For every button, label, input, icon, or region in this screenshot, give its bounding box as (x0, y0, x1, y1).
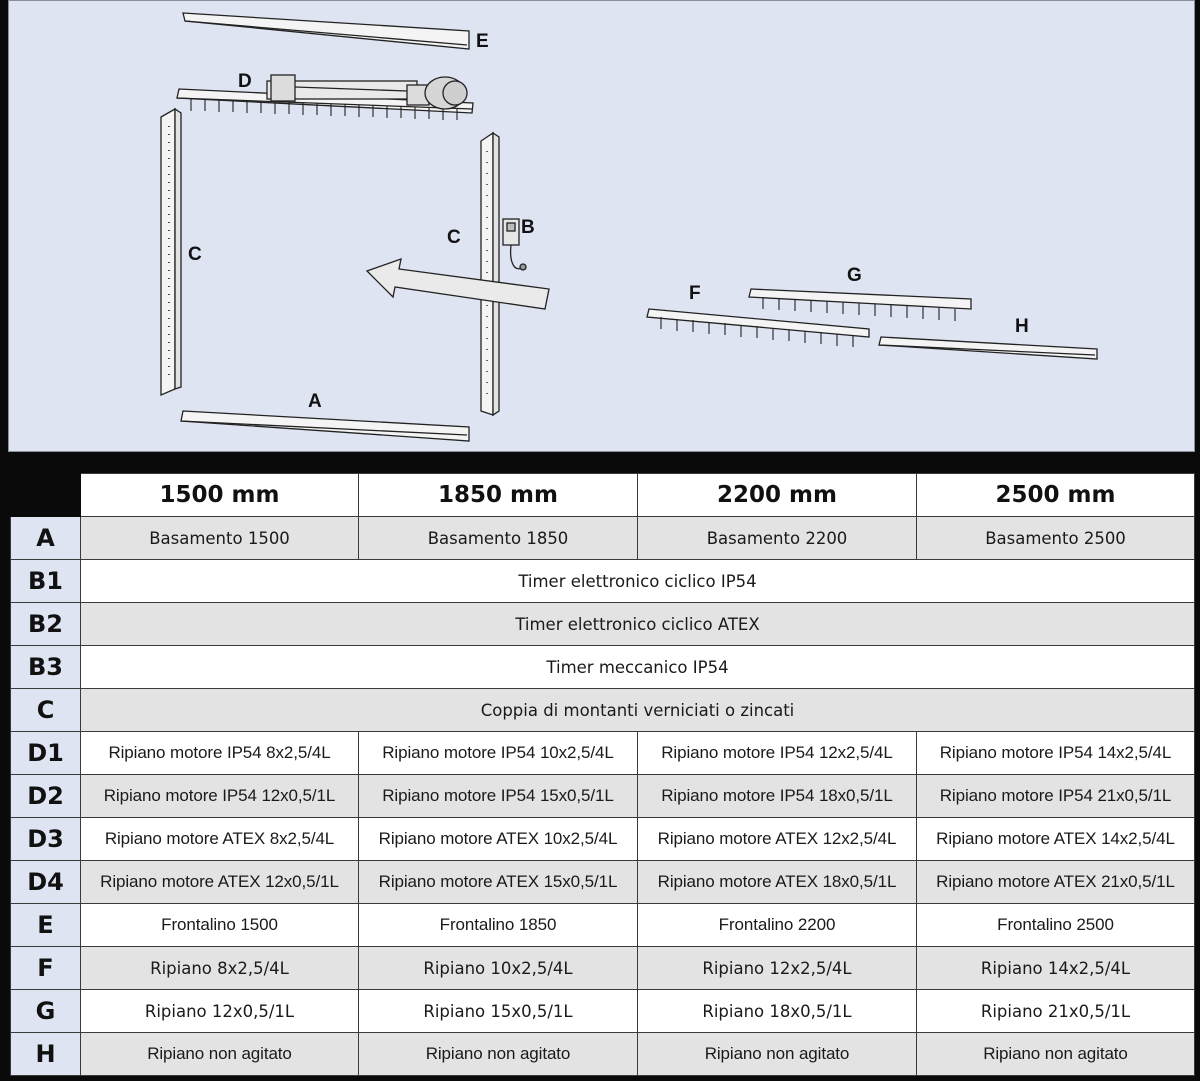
table-cell: Ripiano motore IP54 15x0,5/1L (359, 775, 638, 818)
table-row-d4 (11, 861, 1195, 904)
label-c-left: C (188, 244, 202, 265)
table-cell: Basamento 2200 (638, 517, 917, 560)
part-c-upright-left (161, 109, 181, 395)
table-cell: Ripiano motore IP54 18x0,5/1L (638, 775, 917, 818)
table-cell: Ripiano motore ATEX 12x2,5/4L (638, 818, 917, 861)
label-h: H (1015, 316, 1029, 337)
table-cell-span: Coppia di montanti verniciati o zincati (81, 689, 1195, 732)
label-e: E (476, 31, 489, 52)
row-code: F (11, 947, 81, 990)
table-row-d1 (11, 732, 1195, 775)
row-code: D2 (11, 775, 81, 818)
table-cell: Ripiano motore ATEX 10x2,5/4L (359, 818, 638, 861)
label-a: A (308, 391, 322, 412)
column-header-2200: 2200 mm (638, 474, 917, 517)
table-cell-span: Timer elettronico ciclico IP54 (81, 560, 1195, 603)
table-cell: Ripiano non agitato (638, 1033, 917, 1076)
table-corner (11, 474, 81, 517)
row-code: G (11, 990, 81, 1033)
table-cell: Frontalino 1500 (81, 904, 359, 947)
table-cell: Ripiano motore ATEX 8x2,5/4L (81, 818, 359, 861)
table-cell: Ripiano 15x0,5/1L (359, 990, 638, 1033)
table-cell: Ripiano motore ATEX 18x0,5/1L (638, 861, 917, 904)
part-g-shelf (749, 289, 971, 321)
table-cell: Ripiano 12x0,5/1L (81, 990, 359, 1033)
part-h-shelf (879, 337, 1097, 359)
row-code: B1 (11, 560, 81, 603)
table-cell: Ripiano non agitato (359, 1033, 638, 1076)
table-row-d2 (11, 775, 1195, 818)
row-code: B3 (11, 646, 81, 689)
parts-table (10, 473, 1195, 1076)
table-cell: Basamento 1850 (359, 517, 638, 560)
table-row-f (11, 947, 1195, 990)
table-cell: Ripiano 21x0,5/1L (917, 990, 1195, 1033)
table-row-g (11, 990, 1195, 1033)
table-cell: Ripiano non agitato (917, 1033, 1195, 1076)
table-row-b1 (11, 560, 1195, 603)
table-row-c (11, 689, 1195, 732)
table-row-b3 (11, 646, 1195, 689)
table-cell: Ripiano non agitato (81, 1033, 359, 1076)
table-cell: Ripiano motore ATEX 21x0,5/1L (917, 861, 1195, 904)
table-cell: Ripiano 8x2,5/4L (81, 947, 359, 990)
label-c-right: C (447, 227, 461, 248)
table-cell: Frontalino 2500 (917, 904, 1195, 947)
table-cell: Ripiano motore ATEX 14x2,5/4L (917, 818, 1195, 861)
table-cell: Ripiano motore IP54 14x2,5/4L (917, 732, 1195, 775)
table-cell: Ripiano motore IP54 12x0,5/1L (81, 775, 359, 818)
table-header-row (11, 474, 1195, 517)
label-g: G (847, 265, 862, 286)
row-code: C (11, 689, 81, 732)
table-row-d3 (11, 818, 1195, 861)
column-header-1500: 1500 mm (81, 474, 359, 517)
row-code: E (11, 904, 81, 947)
row-code: A (11, 517, 81, 560)
table-cell: Ripiano 14x2,5/4L (917, 947, 1195, 990)
part-c-upright-right (481, 133, 499, 415)
column-header-2500: 2500 mm (917, 474, 1195, 517)
part-f-shelf (647, 309, 869, 347)
part-e-front-panel (183, 13, 469, 49)
assembly-drawing (9, 1, 1196, 453)
part-a-base (181, 411, 469, 441)
table-cell: Ripiano motore IP54 10x2,5/4L (359, 732, 638, 775)
exploded-assembly-diagram (8, 0, 1195, 452)
table-row-a (11, 517, 1195, 560)
row-code: B2 (11, 603, 81, 646)
table-cell: Frontalino 1850 (359, 904, 638, 947)
table-cell: Ripiano 18x0,5/1L (638, 990, 917, 1033)
table-row-b2 (11, 603, 1195, 646)
table-cell: Frontalino 2200 (638, 904, 917, 947)
table-cell: Ripiano motore ATEX 15x0,5/1L (359, 861, 638, 904)
row-code: D1 (11, 732, 81, 775)
table-cell-span: Timer meccanico IP54 (81, 646, 1195, 689)
table-cell: Ripiano 10x2,5/4L (359, 947, 638, 990)
table-row-e (11, 904, 1195, 947)
table-cell: Basamento 1500 (81, 517, 359, 560)
table-cell: Ripiano motore IP54 8x2,5/4L (81, 732, 359, 775)
row-code: D3 (11, 818, 81, 861)
label-b: B (521, 217, 535, 238)
table-cell-span: Timer elettronico ciclico ATEX (81, 603, 1195, 646)
part-d-motor-shelf (177, 75, 473, 120)
table-cell: Ripiano motore ATEX 12x0,5/1L (81, 861, 359, 904)
row-code: D4 (11, 861, 81, 904)
table-cell: Basamento 2500 (917, 517, 1195, 560)
label-d: D (238, 71, 252, 92)
column-header-1850: 1850 mm (359, 474, 638, 517)
row-code: H (11, 1033, 81, 1076)
label-f: F (689, 283, 701, 304)
table-row-h (11, 1033, 1195, 1076)
table-cell: Ripiano motore IP54 21x0,5/1L (917, 775, 1195, 818)
table-cell: Ripiano motore IP54 12x2,5/4L (638, 732, 917, 775)
table-cell: Ripiano 12x2,5/4L (638, 947, 917, 990)
